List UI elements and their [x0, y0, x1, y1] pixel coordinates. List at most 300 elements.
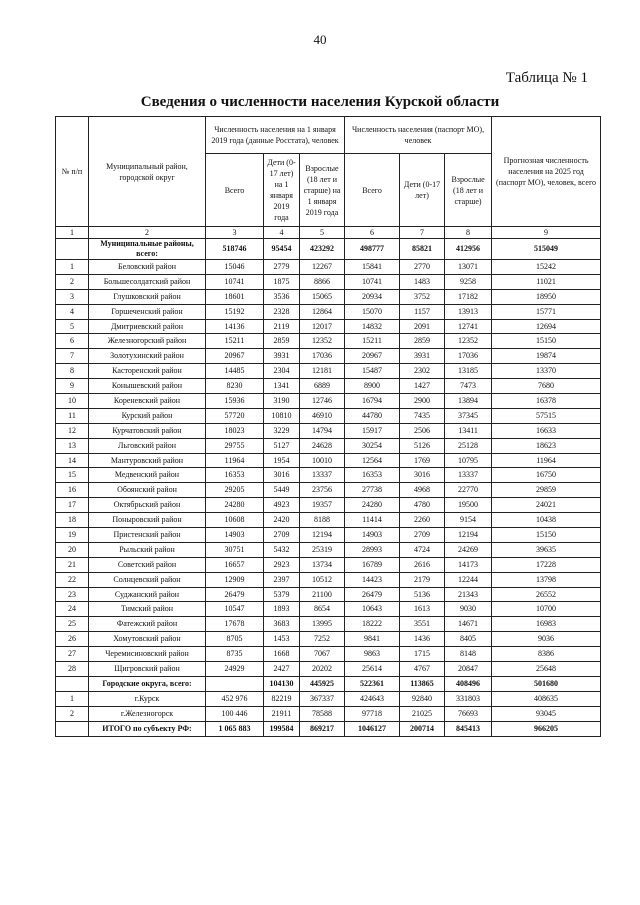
children-2019: 1668: [264, 647, 300, 662]
district-name: Тимский район: [89, 602, 206, 617]
column-number: 8: [445, 227, 492, 239]
adults-2019: 12017: [300, 319, 345, 334]
forecast-2025: 11964: [492, 453, 601, 468]
forecast-2025: 24021: [492, 498, 601, 513]
adults-2019: 12181: [300, 364, 345, 379]
adults-passport: 845413: [445, 721, 492, 736]
children-2019: 3683: [264, 617, 300, 632]
children-passport: 113865: [400, 676, 445, 691]
children-passport: 2770: [400, 260, 445, 275]
total-passport: 1046127: [345, 721, 400, 736]
total-passport: 14903: [345, 528, 400, 543]
table-row: [56, 483, 601, 498]
children-passport: 7435: [400, 408, 445, 423]
table-row: [56, 408, 601, 423]
children-passport: 2260: [400, 513, 445, 528]
total-passport: 12564: [345, 453, 400, 468]
total-passport: 9863: [345, 647, 400, 662]
row-number: 19: [56, 528, 89, 543]
children-2019: 2304: [264, 364, 300, 379]
total-passport: 16789: [345, 557, 400, 572]
children-passport: 3016: [400, 468, 445, 483]
total-passport: 27738: [345, 483, 400, 498]
district-name: г.Курск: [89, 691, 206, 706]
total-2019: 16353: [206, 468, 264, 483]
row-number: [56, 239, 89, 260]
children-2019: 2420: [264, 513, 300, 528]
adults-passport: 13071: [445, 260, 492, 275]
children-2019: 10810: [264, 408, 300, 423]
adults-2019: 7067: [300, 647, 345, 662]
forecast-2025: 16633: [492, 423, 601, 438]
total-passport: 15841: [345, 260, 400, 275]
forecast-2025: 408635: [492, 691, 601, 706]
children-passport: 1427: [400, 379, 445, 394]
table-row: [56, 617, 601, 632]
children-passport: 2616: [400, 557, 445, 572]
children-passport: 2179: [400, 572, 445, 587]
forecast-2025: 16750: [492, 468, 601, 483]
total-passport: 10741: [345, 274, 400, 289]
forecast-2025: 8386: [492, 647, 601, 662]
header-adults-passport: Взрослые (18 лет и старше): [445, 154, 492, 227]
header-total-passport: Всего: [345, 154, 400, 227]
table-row: [56, 423, 601, 438]
adults-passport: 13185: [445, 364, 492, 379]
children-passport: 5136: [400, 587, 445, 602]
total-passport: 498777: [345, 239, 400, 260]
forecast-2025: 93045: [492, 706, 601, 721]
adults-2019: 19357: [300, 498, 345, 513]
district-name: Солнцевский район: [89, 572, 206, 587]
children-passport: 1769: [400, 453, 445, 468]
children-2019: 3016: [264, 468, 300, 483]
total-2019: 8230: [206, 379, 264, 394]
total-2019: 18023: [206, 423, 264, 438]
forecast-2025: 29859: [492, 483, 601, 498]
adults-passport: 10795: [445, 453, 492, 468]
total-2019: 10547: [206, 602, 264, 617]
total-2019: 8735: [206, 647, 264, 662]
total-passport: 16794: [345, 394, 400, 409]
table-row: [56, 647, 601, 662]
adults-passport: 24269: [445, 542, 492, 557]
total-2019: 15192: [206, 304, 264, 319]
column-number: 5: [300, 227, 345, 239]
header-total: Всего: [206, 154, 264, 227]
adults-2019: 13995: [300, 617, 345, 632]
total-2019: 24929: [206, 662, 264, 677]
children-passport: 2302: [400, 364, 445, 379]
row-number: 2: [56, 706, 89, 721]
children-passport: 2900: [400, 394, 445, 409]
header-adults-2019: Взрослые (18 лет и старше) на 1 января 2019 года: [300, 154, 345, 227]
adults-passport: 25128: [445, 438, 492, 453]
header-rosstat-group: Численность населения на 1 января 2019 года (данные Росстата), человек: [206, 117, 345, 154]
children-passport: 92840: [400, 691, 445, 706]
adults-2019: 46910: [300, 408, 345, 423]
row-number: 10: [56, 394, 89, 409]
table-row: [56, 319, 601, 334]
row-number: 7: [56, 349, 89, 364]
children-passport: 1613: [400, 602, 445, 617]
district-name: Беловский район: [89, 260, 206, 275]
header-passport-group: Численность населения (паспорт МО), человек: [345, 117, 492, 154]
district-name: Рыльский район: [89, 542, 206, 557]
adults-passport: 13411: [445, 423, 492, 438]
adults-2019: 869217: [300, 721, 345, 736]
forecast-2025: 15242: [492, 260, 601, 275]
district-name: Обоянский район: [89, 483, 206, 498]
adults-passport: 9258: [445, 274, 492, 289]
adults-2019: 20202: [300, 662, 345, 677]
row-number: 3: [56, 289, 89, 304]
total-2019: 11964: [206, 453, 264, 468]
children-passport: 1436: [400, 632, 445, 647]
children-2019: 5379: [264, 587, 300, 602]
adults-2019: 14794: [300, 423, 345, 438]
children-passport: 4780: [400, 498, 445, 513]
district-name: Железногорский район: [89, 334, 206, 349]
total-2019: 10608: [206, 513, 264, 528]
total-passport: 8900: [345, 379, 400, 394]
adults-2019: 7252: [300, 632, 345, 647]
children-2019: 21911: [264, 706, 300, 721]
row-number: 2: [56, 274, 89, 289]
forecast-2025: 17228: [492, 557, 601, 572]
adults-2019: 10512: [300, 572, 345, 587]
adults-passport: 13894: [445, 394, 492, 409]
page-number: 40: [313, 32, 327, 47]
district-name: Советский район: [89, 557, 206, 572]
district-name: Городские округа, всего:: [89, 676, 206, 691]
table-row: [56, 304, 601, 319]
forecast-2025: 515049: [492, 239, 601, 260]
district-name: Пристенский район: [89, 528, 206, 543]
table-row: [56, 334, 601, 349]
table-summary-row: [56, 721, 601, 736]
forecast-2025: 966205: [492, 721, 601, 736]
population-table: [55, 116, 601, 737]
forecast-2025: 18623: [492, 438, 601, 453]
adults-2019: 13337: [300, 468, 345, 483]
children-2019: 1875: [264, 274, 300, 289]
adults-passport: 14671: [445, 617, 492, 632]
children-passport: 5126: [400, 438, 445, 453]
district-name: Курчатовский район: [89, 423, 206, 438]
children-passport: 21025: [400, 706, 445, 721]
adults-passport: 76693: [445, 706, 492, 721]
total-2019: 12909: [206, 572, 264, 587]
row-number: 17: [56, 498, 89, 513]
district-name: Льговский район: [89, 438, 206, 453]
adults-2019: 15065: [300, 289, 345, 304]
total-2019: 29755: [206, 438, 264, 453]
adults-passport: 14173: [445, 557, 492, 572]
total-passport: 11414: [345, 513, 400, 528]
children-passport: 1715: [400, 647, 445, 662]
row-number: 6: [56, 334, 89, 349]
district-name: Курский район: [89, 408, 206, 423]
adults-passport: 12244: [445, 572, 492, 587]
district-name: г.Железногорск: [89, 706, 206, 721]
total-2019: 14485: [206, 364, 264, 379]
row-number: 1: [56, 691, 89, 706]
forecast-2025: 16983: [492, 617, 601, 632]
children-2019: 1893: [264, 602, 300, 617]
district-name: Суджанский район: [89, 587, 206, 602]
children-2019: 1341: [264, 379, 300, 394]
district-name: Щигровский район: [89, 662, 206, 677]
adults-2019: 10010: [300, 453, 345, 468]
row-number: 14: [56, 453, 89, 468]
total-passport: 26479: [345, 587, 400, 602]
total-passport: 15487: [345, 364, 400, 379]
forecast-2025: 7680: [492, 379, 601, 394]
total-passport: 14832: [345, 319, 400, 334]
table-row: [56, 691, 601, 706]
total-2019: 26479: [206, 587, 264, 602]
forecast-2025: 25648: [492, 662, 601, 677]
children-passport: 1157: [400, 304, 445, 319]
total-passport: 97718: [345, 706, 400, 721]
forecast-2025: 39635: [492, 542, 601, 557]
adults-passport: 13913: [445, 304, 492, 319]
children-passport: 2859: [400, 334, 445, 349]
district-name: Поныровский район: [89, 513, 206, 528]
children-2019: 3229: [264, 423, 300, 438]
children-2019: 4923: [264, 498, 300, 513]
adults-passport: 9154: [445, 513, 492, 528]
total-passport: 20967: [345, 349, 400, 364]
row-number: 24: [56, 602, 89, 617]
forecast-2025: 15150: [492, 528, 601, 543]
children-2019: 95454: [264, 239, 300, 260]
adults-2019: 17036: [300, 349, 345, 364]
table-row: [56, 438, 601, 453]
total-2019: 1 065 883: [206, 721, 264, 736]
adults-2019: 12864: [300, 304, 345, 319]
row-number: [56, 721, 89, 736]
children-passport: 2506: [400, 423, 445, 438]
adults-2019: 23756: [300, 483, 345, 498]
adults-passport: 9030: [445, 602, 492, 617]
forecast-2025: 12694: [492, 319, 601, 334]
table-row: [56, 542, 601, 557]
table-row: [56, 513, 601, 528]
children-passport: 3931: [400, 349, 445, 364]
adults-2019: 12746: [300, 394, 345, 409]
total-passport: 15211: [345, 334, 400, 349]
row-number: 21: [56, 557, 89, 572]
adults-passport: 21343: [445, 587, 492, 602]
row-number: 15: [56, 468, 89, 483]
children-passport: 4968: [400, 483, 445, 498]
forecast-2025: 10438: [492, 513, 601, 528]
children-2019: 2709: [264, 528, 300, 543]
adults-passport: 17036: [445, 349, 492, 364]
total-passport: 44780: [345, 408, 400, 423]
table-summary-row: [56, 676, 601, 691]
children-2019: 2119: [264, 319, 300, 334]
adults-passport: 37345: [445, 408, 492, 423]
table-row: [56, 587, 601, 602]
children-2019: 1453: [264, 632, 300, 647]
district-name: Золотухинский район: [89, 349, 206, 364]
row-number: 22: [56, 572, 89, 587]
total-2019: [206, 676, 264, 691]
adults-passport: 12352: [445, 334, 492, 349]
children-2019: 5432: [264, 542, 300, 557]
table-row: [56, 572, 601, 587]
column-number: 9: [492, 227, 601, 239]
adults-2019: 13734: [300, 557, 345, 572]
children-2019: 2328: [264, 304, 300, 319]
table-row: [56, 379, 601, 394]
total-2019: 100 446: [206, 706, 264, 721]
adults-2019: 8866: [300, 274, 345, 289]
total-2019: 8705: [206, 632, 264, 647]
total-2019: 15936: [206, 394, 264, 409]
row-number: 11: [56, 408, 89, 423]
total-2019: 18601: [206, 289, 264, 304]
adults-2019: 445925: [300, 676, 345, 691]
district-name: Черемисиновский район: [89, 647, 206, 662]
district-name: Глушковский район: [89, 289, 206, 304]
column-number: 2: [89, 227, 206, 239]
district-name: ИТОГО по субъекту РФ:: [89, 721, 206, 736]
row-number: 9: [56, 379, 89, 394]
district-name: Конышевский район: [89, 379, 206, 394]
forecast-2025: 26552: [492, 587, 601, 602]
adults-2019: 12194: [300, 528, 345, 543]
adults-passport: 22770: [445, 483, 492, 498]
table-row: [56, 557, 601, 572]
row-number: 4: [56, 304, 89, 319]
table-summary-row: [56, 239, 601, 260]
total-2019: 518746: [206, 239, 264, 260]
adults-passport: 8405: [445, 632, 492, 647]
total-2019: 30751: [206, 542, 264, 557]
forecast-2025: 13798: [492, 572, 601, 587]
district-name: Хомутовский район: [89, 632, 206, 647]
children-2019: 2427: [264, 662, 300, 677]
district-name: Касторенский район: [89, 364, 206, 379]
children-2019: 2859: [264, 334, 300, 349]
total-2019: 24280: [206, 498, 264, 513]
total-passport: 25614: [345, 662, 400, 677]
adults-passport: 8148: [445, 647, 492, 662]
children-passport: 4767: [400, 662, 445, 677]
total-passport: 15917: [345, 423, 400, 438]
district-name: Мантуровский район: [89, 453, 206, 468]
row-number: 12: [56, 423, 89, 438]
children-2019: 2397: [264, 572, 300, 587]
district-name: Октябрьский район: [89, 498, 206, 513]
adults-passport: 12194: [445, 528, 492, 543]
adults-passport: 17182: [445, 289, 492, 304]
children-2019: 1954: [264, 453, 300, 468]
forecast-2025: 9036: [492, 632, 601, 647]
total-passport: 14423: [345, 572, 400, 587]
total-passport: 424643: [345, 691, 400, 706]
children-passport: 85821: [400, 239, 445, 260]
children-passport: 2709: [400, 528, 445, 543]
row-number: 25: [56, 617, 89, 632]
total-2019: 17678: [206, 617, 264, 632]
adults-2019: 8188: [300, 513, 345, 528]
total-passport: 10643: [345, 602, 400, 617]
column-number: 1: [56, 227, 89, 239]
adults-passport: 20847: [445, 662, 492, 677]
district-name: Медвенский район: [89, 468, 206, 483]
table-row: [56, 364, 601, 379]
children-2019: 104130: [264, 676, 300, 691]
children-passport: 3752: [400, 289, 445, 304]
total-2019: 29205: [206, 483, 264, 498]
children-2019: 2923: [264, 557, 300, 572]
children-passport: 2091: [400, 319, 445, 334]
total-2019: 57720: [206, 408, 264, 423]
table-row: [56, 602, 601, 617]
total-passport: 9841: [345, 632, 400, 647]
total-2019: 20967: [206, 349, 264, 364]
adults-2019: 6889: [300, 379, 345, 394]
row-number: 1: [56, 260, 89, 275]
total-2019: 452 976: [206, 691, 264, 706]
district-name: Муниципальные районы, всего:: [89, 239, 206, 260]
row-number: 13: [56, 438, 89, 453]
table-row: [56, 260, 601, 275]
column-number: 3: [206, 227, 264, 239]
table-row: [56, 274, 601, 289]
forecast-2025: 15771: [492, 304, 601, 319]
row-number: 28: [56, 662, 89, 677]
column-number-row: [56, 227, 601, 239]
header-children-2019: Дети (0-17 лет) на 1 января 2019 года: [264, 154, 300, 227]
header-forecast: Прогнозная численность населения на 2025 год (паспорт МО), человек, всего: [492, 117, 601, 227]
row-number: 18: [56, 513, 89, 528]
district-name: Дмитриевский район: [89, 319, 206, 334]
forecast-2025: 11021: [492, 274, 601, 289]
total-passport: 20934: [345, 289, 400, 304]
table-row: [56, 528, 601, 543]
forecast-2025: 10700: [492, 602, 601, 617]
adults-2019: 8654: [300, 602, 345, 617]
column-number: 7: [400, 227, 445, 239]
total-passport: 522361: [345, 676, 400, 691]
adults-2019: 78588: [300, 706, 345, 721]
forecast-2025: 57515: [492, 408, 601, 423]
adults-passport: 19500: [445, 498, 492, 513]
adults-passport: 7473: [445, 379, 492, 394]
adults-2019: 24628: [300, 438, 345, 453]
total-2019: 10741: [206, 274, 264, 289]
total-passport: 16353: [345, 468, 400, 483]
table-row: [56, 453, 601, 468]
header-num: № п/п: [56, 117, 89, 227]
adults-2019: 423292: [300, 239, 345, 260]
children-2019: 3190: [264, 394, 300, 409]
district-name: Кореневский район: [89, 394, 206, 409]
document-title: Сведения о численности населения Курской области: [140, 94, 500, 110]
row-number: [56, 676, 89, 691]
children-passport: 3551: [400, 617, 445, 632]
children-2019: 199584: [264, 721, 300, 736]
children-2019: 2779: [264, 260, 300, 275]
children-passport: 4724: [400, 542, 445, 557]
total-2019: 15211: [206, 334, 264, 349]
